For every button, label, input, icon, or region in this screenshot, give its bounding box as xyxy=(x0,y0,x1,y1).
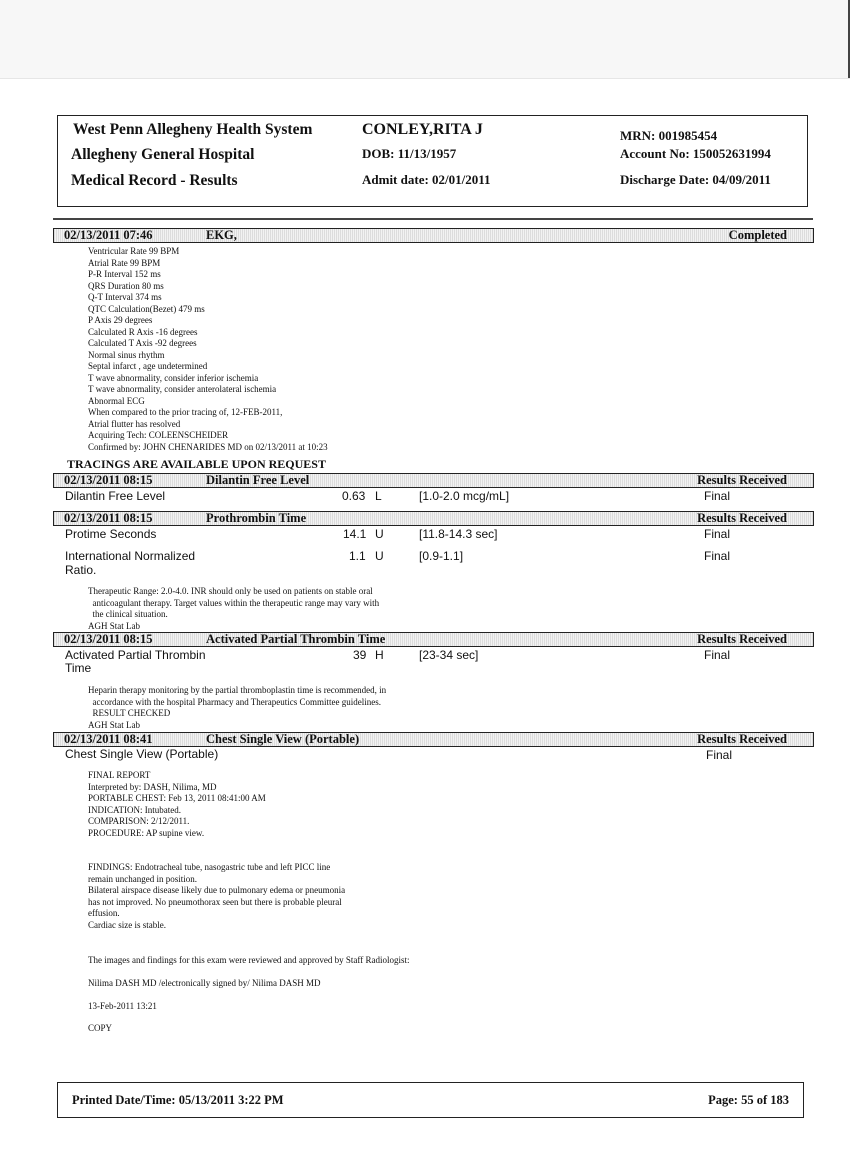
dilantin-title: Dilantin Free Level xyxy=(206,473,310,487)
report-line: COMPARISON: 2/12/2011. xyxy=(88,816,190,826)
protime-value: 14.1 xyxy=(343,527,367,541)
prothrombin-section-bar xyxy=(53,511,814,526)
note-line: Therapeutic Range: 2.0-4.0. INR should only be used on patients on stable oral xyxy=(88,586,373,596)
note-line: the clinical situation. xyxy=(88,609,168,619)
ekg-line: T wave abnormality, consider anterolateral ischemia xyxy=(88,384,277,394)
prothrombin-status: Results Received xyxy=(697,511,787,525)
inr-range: [0.9-1.1] xyxy=(419,549,464,563)
ekg-line: Calculated T Axis -92 degrees xyxy=(88,338,197,348)
ekg-line: QTC Calculation(Bezet) 479 ms xyxy=(88,303,205,314)
chest-findings xyxy=(88,862,345,931)
electronic-signature: Nilima DASH MD /electronically signed by/ Nilima DASH MD xyxy=(88,978,321,988)
chest-test-name: Chest Single View (Portable) xyxy=(65,747,219,761)
inr-test-name: International Normalized xyxy=(65,549,196,563)
ekg-line: Atrial Rate 99 BPM xyxy=(88,257,161,268)
chest-report xyxy=(88,770,266,839)
tracings-note: TRACINGS ARE AVAILABLE UPON REQUEST xyxy=(67,457,326,471)
ekg-line: Atrial flutter has resolved xyxy=(88,418,181,429)
discharge-date: Discharge Date: 04/09/2011 xyxy=(620,172,771,187)
report-line: Interpreted by: DASH, Nilima, MD xyxy=(88,781,217,792)
ekg-line: QRS Duration 80 ms xyxy=(88,280,164,291)
dilantin-status: Results Received xyxy=(697,473,787,487)
ekg-line: P-R Interval 152 ms xyxy=(88,269,161,279)
patient-name: CONLEY,RITA J xyxy=(362,121,483,138)
report-line: PORTABLE CHEST: Feb 13, 2011 08:41:00 AM xyxy=(88,793,266,803)
aptt-title: Activated Partial Thrombin Time xyxy=(206,632,386,646)
note-line: AGH Stat Lab xyxy=(88,620,140,631)
ekg-details xyxy=(88,246,328,453)
radiologist-approval: The images and findings for this exam were reviewed and approved by Staff Radiologist: xyxy=(88,955,410,965)
chest-status: Results Received xyxy=(697,732,787,746)
mrn: MRN: 001985454 xyxy=(620,128,718,143)
ekg-section-bar xyxy=(53,228,814,243)
signed-date: 13-Feb-2011 13:21 xyxy=(88,1001,157,1011)
aptt-result-status: Final xyxy=(704,648,731,662)
note-line: anticoagulant therapy. Target values within the therapeutic range may vary with xyxy=(88,597,380,608)
findings-line: has not improved. No pneumothorax seen but there is probable pleural xyxy=(88,896,342,907)
hospital-name: Allegheny General Hospital xyxy=(71,146,255,163)
ekg-line: T wave abnormality, consider inferior ischemia xyxy=(88,372,259,383)
protime-test-name: Protime Seconds xyxy=(65,527,157,541)
protime-flag: U xyxy=(375,527,384,541)
dilantin-flag: L xyxy=(375,489,382,503)
aptt-test-name: Activated Partial Thrombin xyxy=(65,648,206,662)
patient-dob: DOB: 11/13/1957 xyxy=(362,146,457,161)
aptt-notes xyxy=(88,685,386,731)
ekg-line: Ventricular Rate 99 BPM xyxy=(88,246,180,256)
dilantin-section-bar xyxy=(53,473,814,488)
ekg-line: Normal sinus rhythm xyxy=(88,349,165,360)
note-line: Heparin therapy monitoring by the partial thromboplastin time is recommended, in xyxy=(88,685,387,695)
ekg-line: When compared to the prior tracing of, 12-FEB-2011, xyxy=(88,407,283,417)
dilantin-result-status: Final xyxy=(704,489,731,503)
findings-line: Cardiac size is stable. xyxy=(88,919,166,930)
ekg-status: Completed xyxy=(728,228,787,242)
report-line: PROCEDURE: AP supine view. xyxy=(88,827,205,838)
aptt-status: Results Received xyxy=(697,632,787,646)
account-number: Account No: 150052631994 xyxy=(620,146,771,161)
report-line: FINAL REPORT xyxy=(88,770,151,780)
scan-margin xyxy=(0,0,850,79)
dilantin-range: [1.0-2.0 mcg/mL] xyxy=(419,489,510,503)
footer-box xyxy=(57,1082,804,1118)
prothrombin-datetime: 02/13/2011 08:15 xyxy=(64,511,153,525)
chest-result-status: Final xyxy=(706,748,733,762)
dilantin-datetime: 02/13/2011 08:15 xyxy=(64,473,153,487)
report-line: INDICATION: Intubated. xyxy=(88,804,181,815)
header-separator xyxy=(53,218,813,220)
ekg-datetime: 02/13/2011 07:46 xyxy=(64,228,153,242)
aptt-value: 39 xyxy=(353,648,367,662)
findings-line: effusion. xyxy=(88,908,120,918)
page-number: Page: 55 of 183 xyxy=(708,1093,789,1107)
inr-flag: U xyxy=(375,549,384,563)
ekg-line: Abnormal ECG xyxy=(88,395,145,406)
aptt-flag: H xyxy=(375,648,384,662)
dilantin-value: 0.63 xyxy=(342,489,366,503)
note-line: RESULT CHECKED xyxy=(88,708,171,718)
protime-range: [11.8-14.3 sec] xyxy=(419,527,498,541)
prothrombin-title: Prothrombin Time xyxy=(206,511,307,525)
protime-result-status: Final xyxy=(704,527,731,541)
record-type-title: Medical Record - Results xyxy=(71,172,238,189)
aptt-datetime: 02/13/2011 08:15 xyxy=(64,632,153,646)
note-line: AGH Stat Lab xyxy=(88,719,140,730)
ekg-line: P Axis 29 degrees xyxy=(88,315,153,325)
chest-section-bar xyxy=(53,732,814,747)
dilantin-test-name: Dilantin Free Level xyxy=(65,489,166,503)
copy-label: COPY xyxy=(88,1023,113,1033)
aptt-section-bar xyxy=(53,632,814,647)
aptt-test-name-cont: Time xyxy=(65,661,92,675)
chest-datetime: 02/13/2011 08:41 xyxy=(64,732,153,746)
ekg-line: Q-T Interval 374 ms xyxy=(88,292,162,302)
inr-test-name-cont: Ratio. xyxy=(65,563,97,577)
inr-result-status: Final xyxy=(704,549,731,563)
ekg-line: Calculated R Axis -16 degrees xyxy=(88,326,198,337)
findings-line: remain unchanged in position. xyxy=(88,873,197,884)
note-line: accordance with the hospital Pharmacy and Therapeutics Committee guidelines. xyxy=(88,696,381,707)
findings-line: FINDINGS: Endotracheal tube, nasogastric tube and left PICC line xyxy=(88,862,331,872)
ekg-line: Confirmed by: JOHN CHENARIDES MD on 02/13/2011 at 10:23 xyxy=(88,441,328,452)
findings-line: Bilateral airspace disease likely due to pulmonary edema or pneumonia xyxy=(88,885,346,895)
prothrombin-notes xyxy=(88,586,379,632)
inr-value: 1.1 xyxy=(349,549,366,563)
admit-date: Admit date: 02/01/2011 xyxy=(362,172,491,187)
health-system-name: West Penn Allegheny Health System xyxy=(73,121,313,138)
ekg-line: Acquiring Tech: COLEENSCHEIDER xyxy=(88,430,229,440)
printed-datetime: Printed Date/Time: 05/13/2011 3:22 PM xyxy=(72,1093,284,1107)
ekg-title: EKG, xyxy=(206,228,237,242)
aptt-range: [23-34 sec] xyxy=(419,648,479,662)
chest-title: Chest Single View (Portable) xyxy=(206,732,360,746)
ekg-line: Septal infarct , age undetermined xyxy=(88,361,208,371)
